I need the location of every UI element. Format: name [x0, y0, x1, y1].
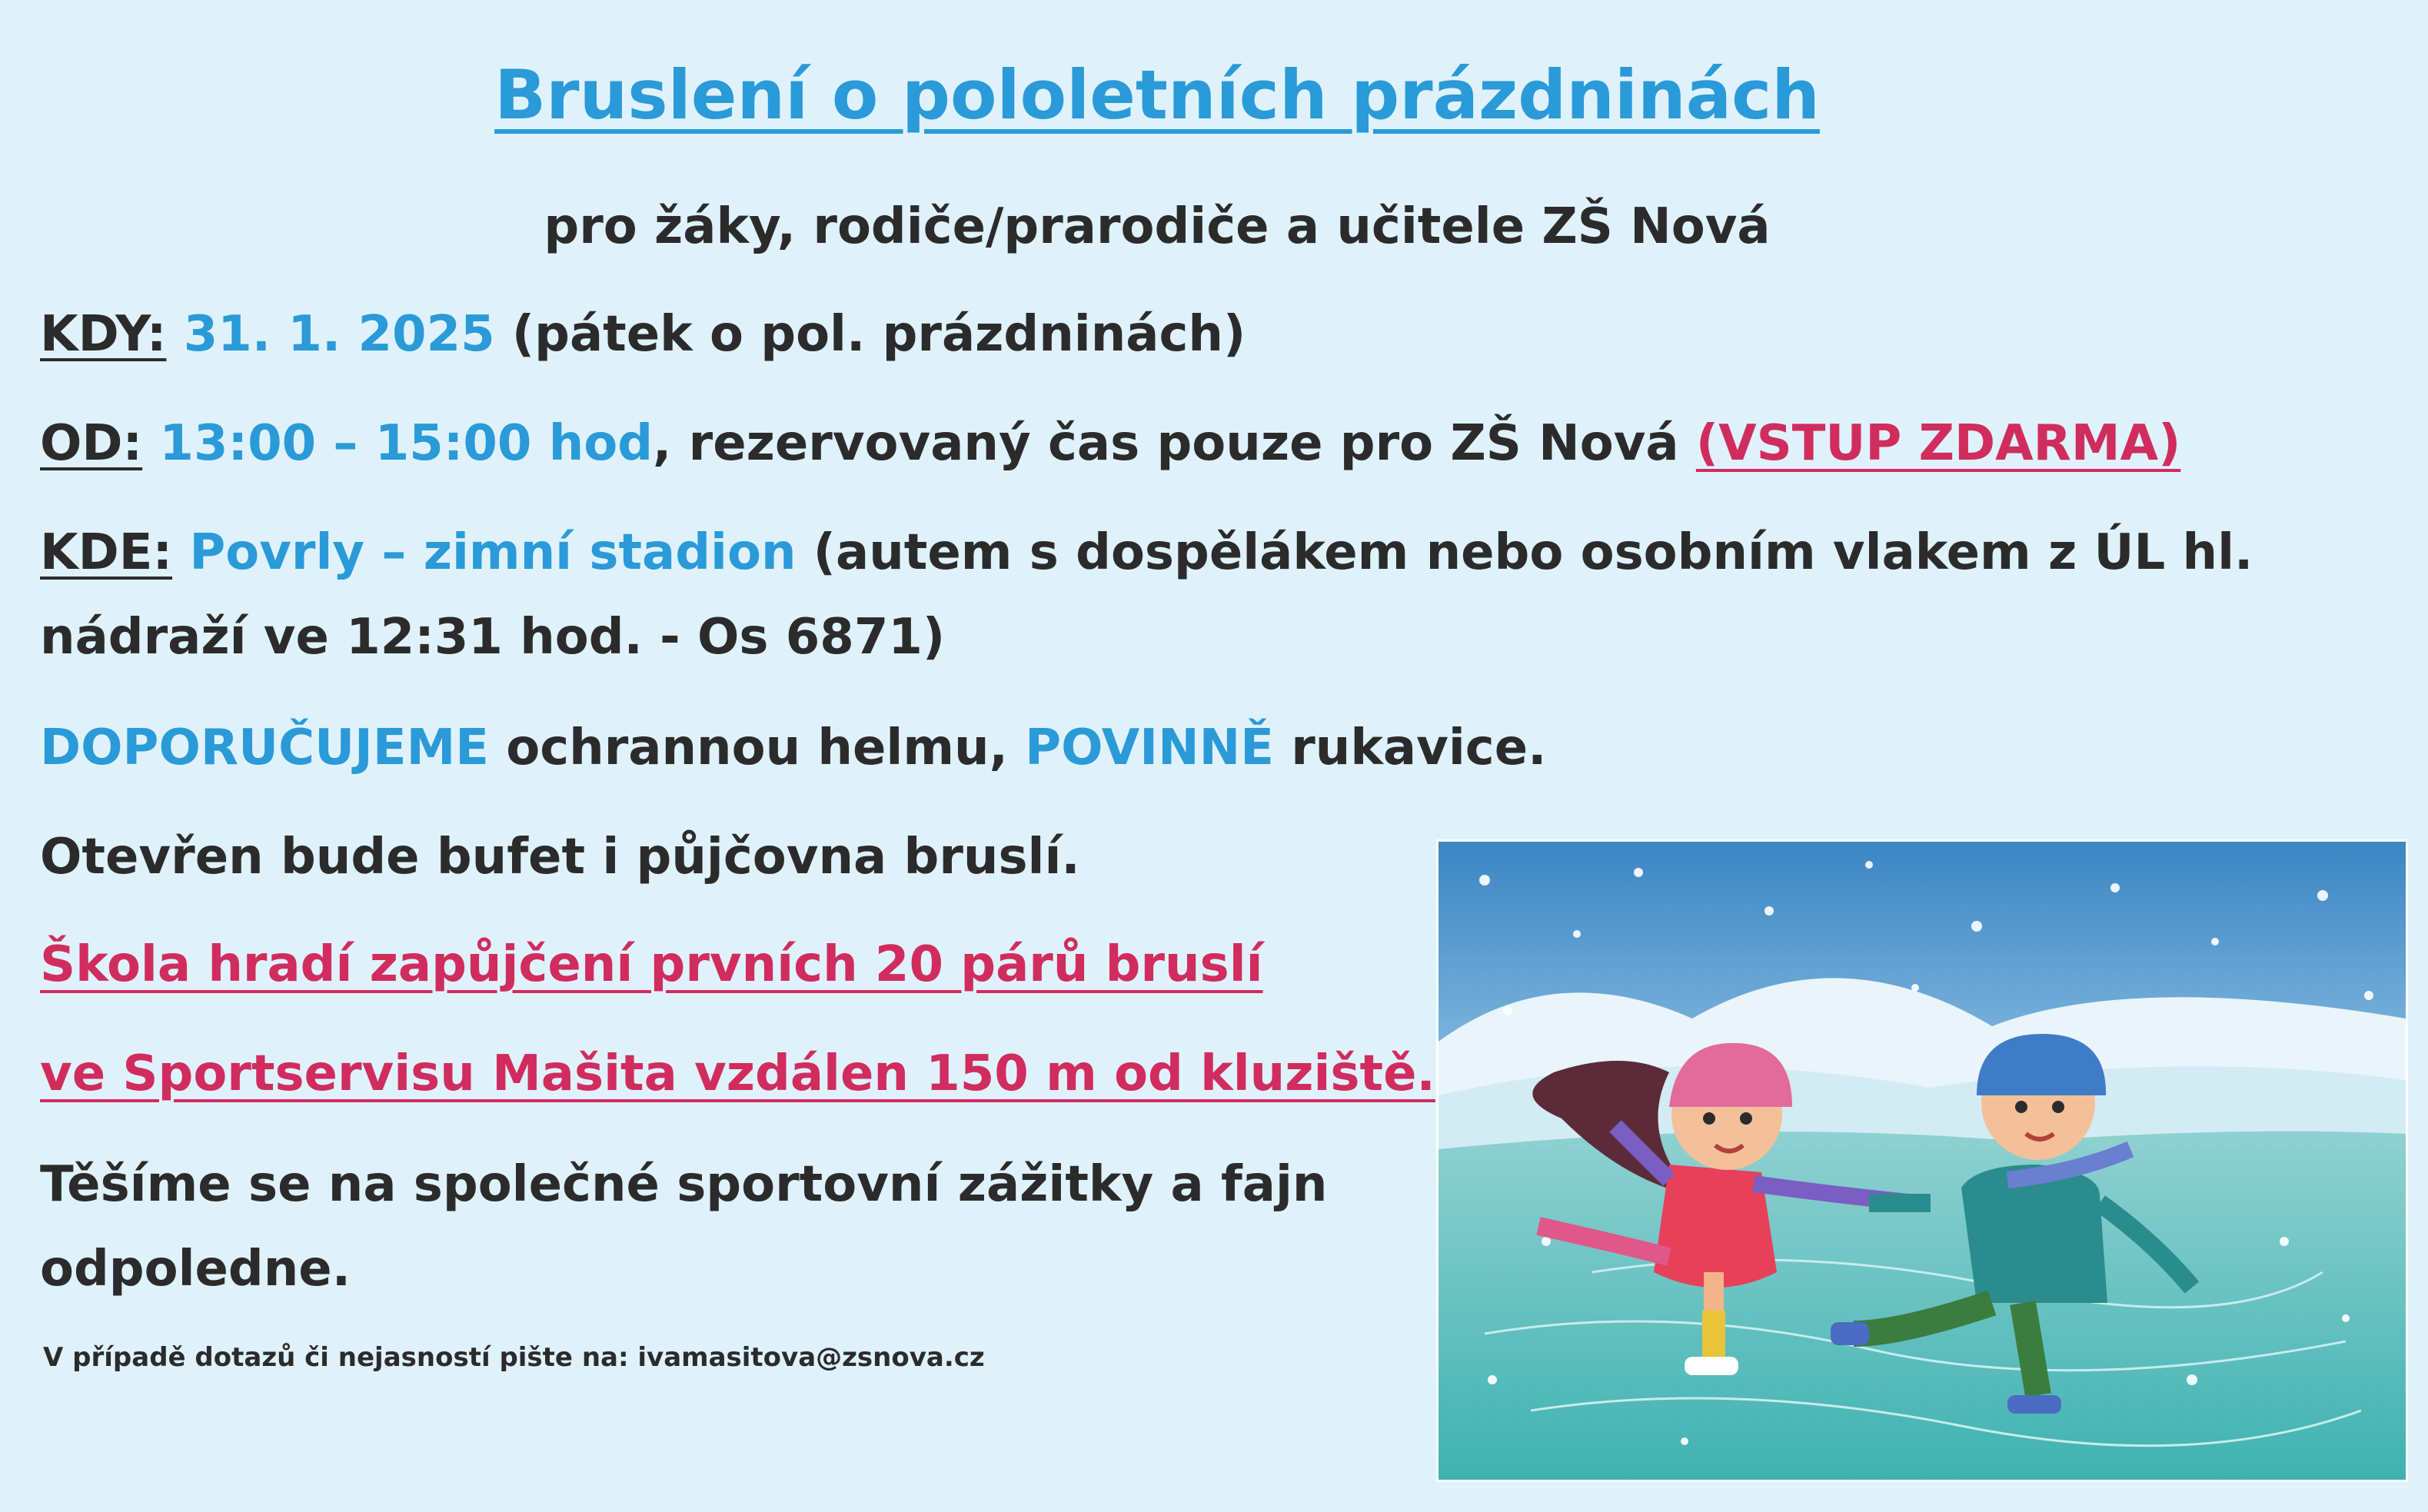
closing-line: Těšíme se na společné sportovní zážitky a fajn	[40, 1156, 1328, 1213]
contact-note: V případě dotazů či nejasností pište na: ivamasitova@zsnova.cz	[43, 1342, 985, 1373]
mandatory-word: POVINNĚ	[1025, 719, 1274, 776]
when-note: (pátek o pol. prázdninách)	[511, 306, 1246, 363]
when-date: 31. 1. 2025	[183, 306, 495, 363]
recommend-word: DOPORUČUJEME	[40, 719, 489, 776]
closing-line-continued: odpoledne.	[40, 1241, 351, 1298]
place-label: KDE:	[40, 524, 173, 581]
free-entry-note: (VSTUP ZDARMA)	[1695, 415, 2181, 472]
sportservis-line: ve Sportservisu Mašita vzdálen 150 m od kluziště.	[40, 1045, 1435, 1102]
time-label: OD:	[40, 415, 143, 472]
recommend-text: ochrannou helmu,	[488, 719, 1026, 776]
subtitle: pro žáky, rodiče/prarodiče a učitele ZŠ Nová	[544, 198, 1771, 255]
when-label: KDY:	[40, 306, 167, 363]
mandatory-text: rukavice.	[1273, 719, 1547, 776]
buffet-line: Otevřen bude bufet i půjčovna bruslí.	[40, 829, 1080, 886]
school-pays-line: Škola hradí zapůjčení prvních 20 párů bruslí	[40, 936, 1263, 993]
place-value: Povrly – zimní stadion	[189, 524, 797, 581]
place-line	[40, 524, 2253, 581]
time-note: , rezervovaný čas pouze pro ZŠ Nová	[653, 415, 1696, 472]
place-note: (autem s dospělákem nebo osobním vlakem z ÚL hl.	[796, 524, 2253, 581]
skating-illustration	[1436, 839, 2408, 1482]
place-note-continued: nádraží ve 12:31 hod. - Os 6871)	[40, 609, 946, 666]
time-line	[40, 415, 2180, 472]
time-value: 13:00 – 15:00 hod	[159, 415, 654, 472]
equipment-line	[40, 719, 1546, 776]
page-title: Bruslení o pololetních prázdninách	[494, 55, 1820, 135]
when-line	[40, 306, 1246, 363]
